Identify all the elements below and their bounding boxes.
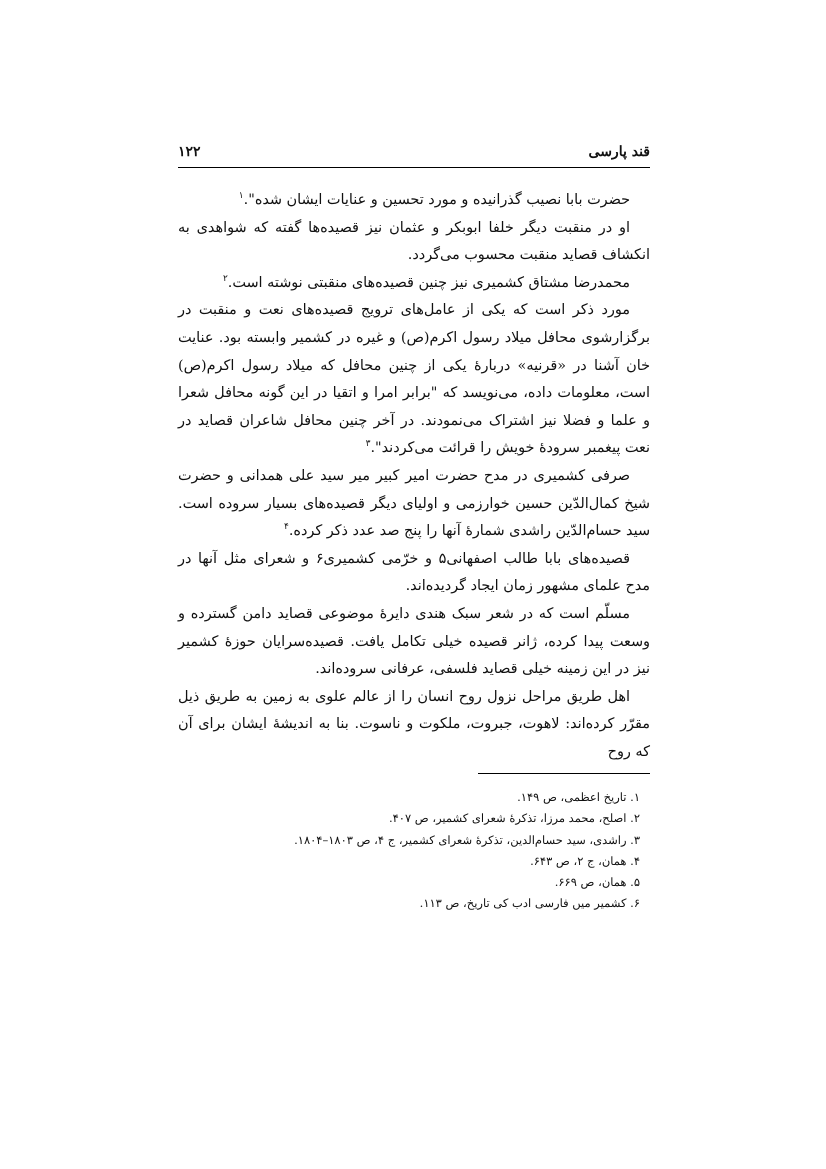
- footnote: ۲. اصلح، محمد مرزا، تذکرهٔ شعرای کشمیر، ص ۴۰۷.: [388, 811, 640, 826]
- page-number: ۱۲۲: [178, 144, 201, 160]
- footnote: ۱. تاریخ اعظمی، ص ۱۴۹.: [517, 790, 640, 804]
- footnote: ۶. کشمیر میں فارسی ادب کی تاریخ، ص ۱۱۳.: [419, 896, 640, 911]
- footnote: ۳. راشدی، سید حسام‌الدین، تذکرهٔ شعرای کشمیر، ج ۴، ص ۱۸۰۳–۱۸۰۴.: [294, 832, 640, 847]
- footnote: ۵. همان، ص ۶۶۹.: [554, 875, 640, 890]
- paragraph: مسلّم است که در شعر سبک هندی دایرهٔ موضوعی قصاید دامن گسترده و وسعت پیدا کرده، ژانر قصیده خیلی تکامل یافت. قصیده‌سرایان حوزهٔ کشمیر نیز در این زمینه خیلی قصاید فلسفی، عرفانی سروده‌اند.: [178, 605, 650, 678]
- footnote-ref: ۱: [238, 191, 244, 202]
- footnote-ref: ۲: [222, 273, 228, 284]
- paragraph: محمدرضا مشتاق کشمیری نیز چنین قصیده‌های منقبتی نوشته است.$^۲$: [222, 273, 630, 291]
- footnotes: [178, 787, 650, 915]
- paragraph: او در منقبت دیگر خلفا ابوبکر و عثمان نیز قصیده‌ها گفته که شواهدی به انکشاف قصاید منقبت محسوب می‌گردد.: [178, 219, 650, 264]
- body-text: [178, 187, 650, 766]
- journal-title: قند پارسی: [588, 144, 650, 160]
- paragraph: صرفی کشمیری در مدح حضرت امیر کبیر میر سید علی همدانی و حضرت شیخ کمال‌الدّین حسین خوارزمی و اولیای دیگر قصیده‌های بسیار سروده است. سید حسام‌الدّین راشدی شمارهٔ آنها را پنج صد عدد ذکر کرده.$^۴$: [178, 467, 650, 540]
- header-rule: [178, 167, 650, 168]
- footnote-ref: ۳: [365, 439, 371, 450]
- footnote: ۴. همان، ج ۲، ص ۶۴۳.: [530, 853, 640, 868]
- paragraph: حضرت بابا نصیب گذرانیده و مورد تحسین و عنایات ایشان شده".$^۱$: [238, 191, 630, 208]
- paragraph: مورد ذکر است که یکی از عامل‌های ترویج قصیده‌های نعت و منقبت در برگزارشوی محافل میلاد رسول اکرم(ص) و غیره در کشمیر وابسته بود. عنایت خان آشنا در «قرنیه» دربارهٔ یکی از چنین محافل که میلاد رسول اکرم(ص) است، معلومات داده، می‌نویسد که "برابر امرا و اتقیا در این گونه محافل شعرا و علما و فضلا نیز اشتراک می‌نمودند. در آخر چنین محافل شاعران قصاید در نعت پیغمبر سرودهٔ خویش را قرائت می‌کردند".$^۳$: [178, 302, 650, 457]
- footnote-ref: ۴: [284, 522, 289, 533]
- running-header: [178, 144, 650, 166]
- paragraph: قصیده‌های بابا طالب اصفهانی۵ و خرّمی کشمیری۶ و شعرای مثل آنها در مدح علمای مشهور زمان ایجاد گردیده‌اند.: [178, 550, 650, 595]
- paragraph: اهل طریق مراحل نزول روح انسان را از عالم علوی به زمین به طریق ذیل مقرّر کرده‌اند: لاهوت، جبروت، ملکوت و ناسوت. بنا به اندیشهٔ ایشان برای آن که روح: [178, 688, 650, 760]
- footnote-rule: [478, 773, 650, 774]
